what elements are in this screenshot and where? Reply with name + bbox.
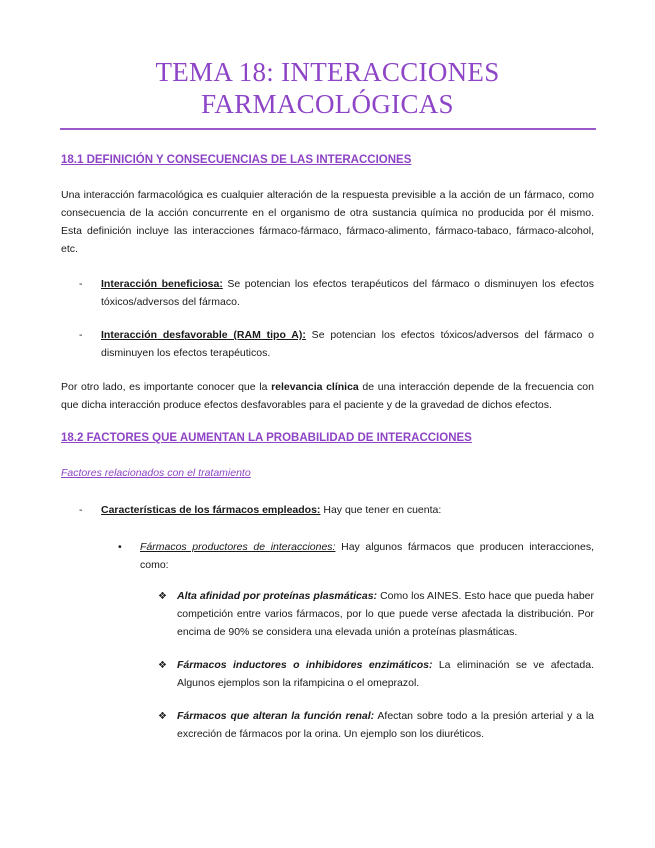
section-1-intro: Una interacción farmacológica es cualquier alteración de la respuesta previsible a la acción de un fármaco, como consecuencia de la acción concurrente en el organismo de otra sustancia química no producida por él mismo. Esta definición incluye las interacciones fármaco-fármaco, fármaco-alimento, fármaco-tabaco, fármaco-alcohol, etc. [61,189,594,255]
term-funcion-renal: Fármacos que alteran la función renal: [177,710,375,722]
bullet-marker: • [118,541,122,553]
closing-after: de una interacción depende de la frecuencia con que dicha interacción produce efectos desfavorables para el paciente y de la gravedad de dichos efectos. [61,381,594,411]
list-item-afinidad [158,587,594,641]
term-productores: Fármacos productores de interacciones: [140,541,336,553]
term-beneficiosa: Interacción beneficiosa: [101,278,223,290]
dash-marker: - [79,329,83,341]
section-2-subheading: Factores relacionados con el tratamiento [61,467,251,479]
diamond-marker: ❖ [158,660,167,671]
list-item-funcion-renal [158,707,594,743]
dash-marker: - [79,504,83,516]
page-title [0,56,655,120]
dash-marker: - [79,278,83,290]
text-funcion-renal: Afectan sobre todo a la presión arterial y a la excreción de fármacos por la orina. Un ejemplo son los diuréticos. [177,710,594,740]
term-afinidad: Alta afinidad por proteínas plasmáticas: [177,590,378,602]
page-title-line-1: TEMA 18: INTERACCIONES [155,57,500,87]
text-afinidad: Como los AINES. Esto hace que pueda haber competición entre varios fármacos, por lo que puede verse afectada la distribución. Por encima de 90% se considera una elevada unión a proteínas plasmáticas. [177,590,595,638]
closing-before: Por otro lado, es importante conocer que la [61,381,272,393]
text-desfavorable: Se potencian los efectos tóxicos/adversos del fármaco o disminuyen los efectos terapéuticos. [101,329,594,359]
list-item-beneficiosa [79,275,594,311]
closing-bold: relevancia clínica [271,381,359,393]
section-1-heading: 18.1 DEFINICIÓN Y CONSECUENCIAS DE LAS INTERACCIONES [61,154,412,166]
section-2-heading: 18.2 FACTORES QUE AUMENTAN LA PROBABILIDAD DE INTERACCIONES [61,432,472,444]
text-productores: Hay algunos fármacos que producen interacciones, como: [140,541,594,571]
text-beneficiosa: Se potencian los efectos terapéuticos del fármaco o disminuyen los efectos tóxicos/adversos del fármaco. [101,278,594,308]
list-item-productores [118,538,594,574]
term-desfavorable: Interacción desfavorable (RAM tipo A): [101,329,306,341]
text-caracteristicas: Hay que tener en cuenta: [320,504,442,516]
list-item-caracteristicas [79,501,594,519]
title-divider [60,128,596,130]
diamond-marker: ❖ [158,711,167,722]
list-item-desfavorable [79,326,594,362]
list-item-inductores [158,656,594,692]
term-inductores: Fármacos inductores o inhibidores enzimáticos: [177,659,433,671]
term-caracteristicas: Características de los fármacos empleados: [101,504,321,516]
section-1-closing [61,378,594,414]
text-inductores: La eliminación se ve afectada. Algunos ejemplos son la rifampicina o el omeprazol. [177,659,594,689]
diamond-marker: ❖ [158,591,167,602]
page-title-line-2: FARMACOLÓGICAS [201,89,454,119]
